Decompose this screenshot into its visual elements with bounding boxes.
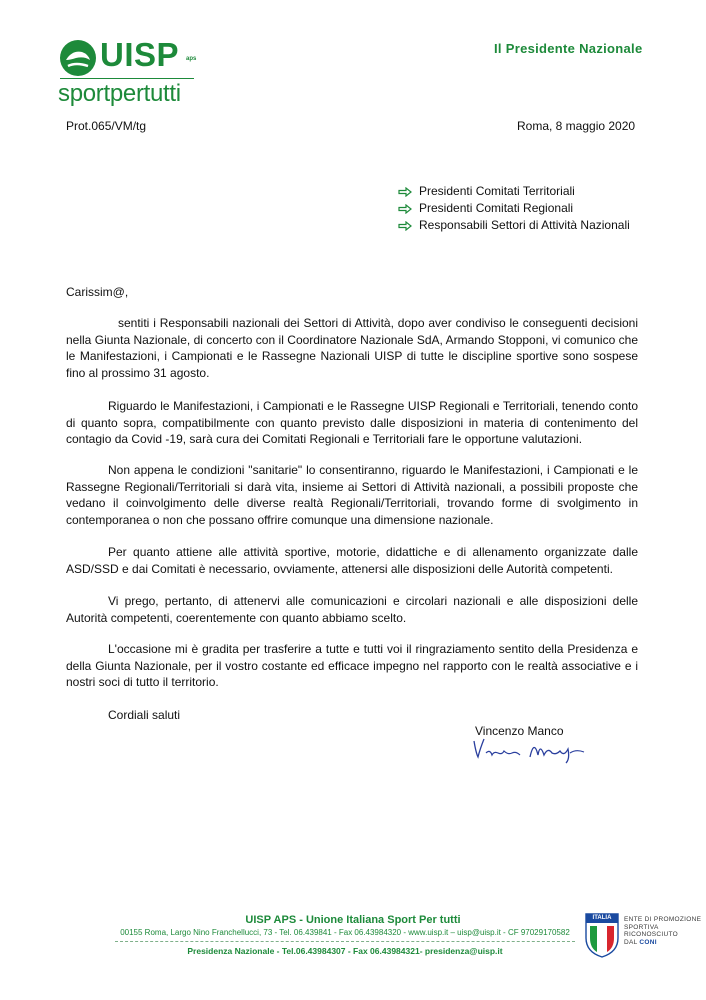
recipient-item — [398, 217, 630, 234]
italia-shield-badge — [584, 912, 620, 958]
paragraph: Riguardo le Manifestazioni, i Campionati e le Rassegne UISP Regionali e Territoriali, tenendo conto di quanto sopra, compatibilmente con quanto previsto dalle disposizioni in materia di contenimento del contagio da Covid -19, sarà cura dei Comitati Regionali e Territoriali fare le opportune valutazioni. — [66, 399, 638, 446]
signature-image — [470, 735, 590, 765]
logo-divider — [60, 78, 194, 79]
paragraph: Vi prego, pertanto, di attenervi alle comunicazioni e circolari nazionali e alle disposizioni delle Autorità competenti, coerentemente con quanto abbiamo scelto. — [66, 594, 638, 625]
footer-presidency: Presidenza Nazionale - Tel.06.43984307 - Fax 06.43984321- presidenza@uisp.it — [187, 946, 503, 956]
recipient-item — [398, 200, 630, 217]
protocol-number: Prot.065/VM/tg — [66, 119, 147, 133]
coni-line-3: RICONOSCIUTO — [624, 931, 679, 938]
coni-name: CONI — [639, 938, 657, 946]
coni-line-2: SPORTIVA — [624, 923, 659, 931]
paragraph: Non appena le condizioni "sanitarie" lo consentiranno, riguardo le Manifestazioni, i Campionati e le Rassegne Regionali/Territoriali si darà vita, insieme ai Settori di Attività nazionali, a possibili proposte che vedano il coinvolgimento delle diverse realtà Regionali/Territoriali, trovando forme di svolgimento in contemporanea o non che possano offrire comunque una dimensione nazionale. — [66, 463, 638, 527]
footer-org: UISP APS - Unione Italiana Sport Per tutti — [245, 914, 461, 926]
footer-divider — [115, 941, 575, 942]
paragraph: L'occasione mi è gradita per trasferire a tutte e tutti voi il ringraziamento sentito della Presidenza e della Giunta Nazionale, per il vostro costante ed efficace impegno nel rapporto con le realtà associative e i nostri soci di tutto il territorio. — [66, 642, 638, 689]
closing: Cordiali saluti — [108, 708, 181, 722]
recipient-label: Responsabili Settori di Attività Nazionali — [419, 218, 630, 232]
signatory-name: Vincenzo Manco — [475, 724, 564, 738]
arrow-right-icon — [398, 187, 412, 197]
recipient-label: Presidenti Comitati Regionali — [419, 201, 574, 215]
paragraph: sentiti i Responsabili nazionali dei Settori di Attività, dopo aver condiviso le conseguenti decisioni nella Giunta Nazionale, di concerto con il Coordinatore Nazionale SdA, Armando Stopponi, vi comunico che le Manifestazioni, i Campionati e le Rassegne Nazionali UISP di tutte le discipline sportive sono sospese fino al prossimo 31 agosto. — [66, 316, 638, 380]
footer-address: 00155 Roma, Largo Nino Franchellucci, 73 - Tel. 06.439841 - Fax 06.43984320 - www.uisp.it – uisp@uisp.it - CF 97029170582 — [120, 928, 570, 937]
coni-line-4 — [624, 939, 701, 947]
logo-tagline: sportpertutti — [58, 80, 181, 107]
paragraph: Per quanto attiene alle attività sportive, motorie, didattiche e di allenamento organizzate dalle ASD/SSD e dai Comitati è necessario, ovviamente, attenersi alle disposizioni delle Autorità competenti. — [66, 545, 638, 576]
italia-flag-label: ITALIA — [592, 915, 612, 921]
uisp-logo-icon — [58, 38, 98, 78]
salutation: Carissim@, — [66, 285, 129, 299]
place-date: Roma, 8 maggio 2020 — [517, 119, 636, 133]
coni-recognition — [624, 916, 701, 946]
coni-line-1: ENTE DI PROMOZIONE — [624, 916, 702, 923]
coni-dal: DAL — [624, 938, 638, 946]
sender-role: Il Presidente Nazionale — [494, 41, 643, 56]
recipient-label: Presidenti Comitati Territoriali — [419, 184, 575, 198]
logo-aps: aps — [186, 56, 197, 62]
logo-wordmark: UISP — [100, 36, 180, 73]
arrow-right-icon — [398, 204, 412, 214]
recipients-list — [398, 183, 630, 234]
recipient-item — [398, 183, 630, 200]
arrow-right-icon — [398, 221, 412, 231]
